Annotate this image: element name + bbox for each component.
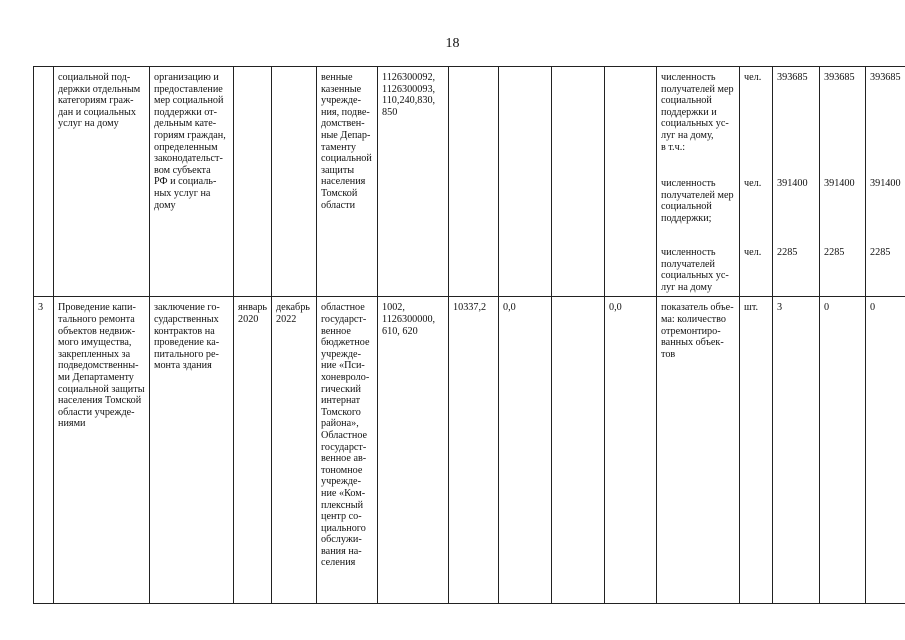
value-cell: 3 xyxy=(773,297,820,604)
indicator-name: численность получателей мер социальной поддержки и социальных ус- луг на дому, в т.ч.: xyxy=(661,72,734,153)
funding-cell: 10337,2 xyxy=(449,297,499,604)
indicator-unit: чел. xyxy=(744,72,762,83)
value-cell: 0 xyxy=(820,297,866,604)
table-row xyxy=(34,297,905,604)
indicator-unit: чел. xyxy=(744,247,762,258)
event-cell: организацию и предоставление мер социальной поддержки от- дельным кате- гориям граждан, определенным законодательст- вом субъекта РФ и социаль- ных услуг на дому xyxy=(150,67,234,297)
funding-cell: 0,0 xyxy=(499,297,552,604)
indicator-name: численность получателей социальных ус- луг на дому xyxy=(661,247,729,293)
indicator-value: 2285 xyxy=(824,247,845,258)
indicator-value: 391400 xyxy=(777,178,808,189)
funding-cell xyxy=(499,67,552,297)
end-date-cell xyxy=(272,67,317,297)
value-cell: 0 xyxy=(866,297,905,604)
end-date-cell: декабрь 2022 xyxy=(272,297,317,604)
budget-code-cell: 1126300092, 1126300093, 110,240,830, 850 xyxy=(378,67,449,297)
indicator-value: 393685 xyxy=(870,72,901,83)
start-date-cell: январь 2020 xyxy=(234,297,272,604)
indicator-value: 391400 xyxy=(870,178,901,189)
indicator-value: 2285 xyxy=(870,247,891,258)
value-cell xyxy=(773,67,820,297)
start-date-cell xyxy=(234,67,272,297)
value-cell xyxy=(820,67,866,297)
funding-cell xyxy=(552,297,605,604)
funding-cell xyxy=(449,67,499,297)
indicator-value: 2285 xyxy=(777,247,798,258)
row-number-cell: 3 xyxy=(34,297,54,604)
unit-cell: шт. xyxy=(740,297,773,604)
budget-code-cell: 1002, 1126300000, 610, 620 xyxy=(378,297,449,604)
table-row xyxy=(34,67,905,297)
funding-cell xyxy=(605,67,657,297)
value-cell xyxy=(866,67,905,297)
measure-cell: Проведение капи- тального ремонта объектов недвиж- мого имущества, закрепленных за подведомственны- ми Департаменту социальной защиты населения Томской области учрежде- ниями xyxy=(54,297,150,604)
event-cell: заключение го- сударственных контрактов на проведение ка- питального ре- монта здания xyxy=(150,297,234,604)
indicator-unit: чел. xyxy=(744,178,762,189)
indicator-name-cell xyxy=(657,67,740,297)
indicator-value: 393685 xyxy=(777,72,808,83)
indicator-value: 393685 xyxy=(824,72,855,83)
page-number: 18 xyxy=(445,36,460,51)
program-table xyxy=(33,66,905,604)
indicator-name-cell: показатель объе- ма: количество отремонтиро- ванных объек- тов xyxy=(657,297,740,604)
executor-cell: венные казенные учрежде- ния, подве- домствен- ные Депар- таменту социальной защиты населения Томской области xyxy=(317,67,378,297)
indicator-name: численность получателей мер социальной поддержки; xyxy=(661,178,734,224)
executor-cell: областное государст- венное бюджетное учрежде- ние «Пси- хоневроло- гический интернат Томского района», Областное государст- венное ав- тономное учрежде- ние «Ком- плексный центр со- циального обслужи- вания на- селения xyxy=(317,297,378,604)
indicator-value: 391400 xyxy=(824,178,855,189)
row-number-cell xyxy=(34,67,54,297)
funding-cell xyxy=(552,67,605,297)
unit-cell xyxy=(740,67,773,297)
measure-cell: социальной под- держки отдельным категориям граж- дан и социальных услуг на дому xyxy=(54,67,150,297)
funding-cell: 0,0 xyxy=(605,297,657,604)
